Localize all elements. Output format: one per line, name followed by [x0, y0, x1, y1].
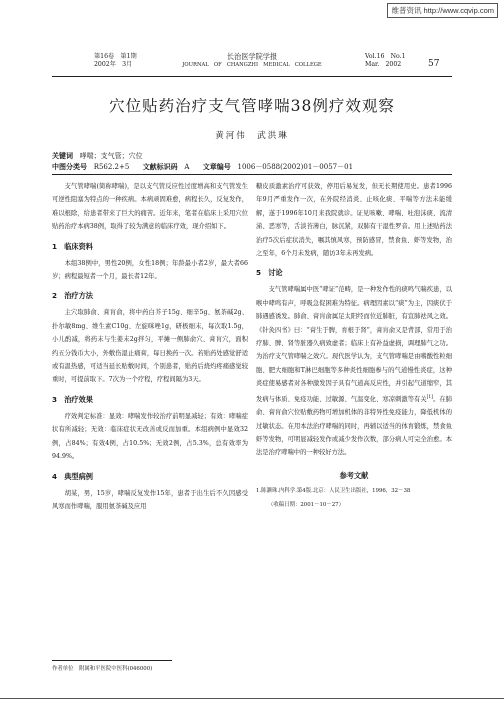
clc-label: 中图分类号 [52, 163, 87, 171]
section-4-text: 胡某，男，15岁，哮喘反复发作15年，患者于出生后不久因感受风寒而作哮喘，服用氨茶碱及应用 [52, 489, 248, 510]
article-title: 穴位贴药治疗支气管哮喘38例疗效观察 [109, 97, 395, 115]
page-number: 57 [428, 59, 440, 69]
section-heading-1: 1 临床资料 [52, 241, 93, 251]
header-vol-no: Vol.16 No.1 [365, 53, 406, 60]
header-vol-en [365, 53, 406, 69]
received-date: （收稿日期：2001－10－27） [268, 501, 344, 508]
author-affiliation: 作者单位 附属和平医院中医科(046000) [52, 666, 153, 672]
header-month: Mar. 2002 [365, 61, 402, 68]
header-volume-issue: 第16卷 第1期 [94, 53, 137, 60]
section-1-text: 本组38例中，男性20例，女性18例；年龄最小者2岁，最大者66岁；病程最短者一个月，最长者12年。 [52, 259, 248, 281]
section-heading-3: 3 治疗效果 [52, 394, 93, 404]
discussion-text-part1: 支气管哮喘属中医“哮证”范畴，是一种发作性的痰鸣气喘疾患，以喉中哮鸣有声，呼吸急促困难为特征。病理因素以“痰”为主，因痰伏于肺遇感诱发。肺俞、膏肓俞属足太阳经而位近肺脏，有宣肺祛风之效。《针灸四书》曰：“膏生于脾，育根于肾”，膏肓俞又是背部，常用于治疗肺、脾、肾等脏器久病致虚者；临床上有补益虚损，调理肺气之功。为治疗支气管哮喘之效穴。现代医学认为，支气管哮喘是由嗜酸性粒细胞、肥大细胞和T淋巴细胞等多种炎性细胞参与的气道慢性炎症，这种炎症使易感者对各种激发因子具有气道高反应性，并引起气道缩窄，其发病与体质、免疫功能、过敏源、气温变化、寒凉刺激等有关 [256, 286, 452, 403]
references-heading: 参考文献 [339, 470, 369, 480]
article-no-label: 文章编号 [202, 163, 231, 171]
discussion-text-part2: 。在肺俞、膏肓俞穴位贴敷药物可增加机体的非特异性免疫能力，降低机体的过敏状态。在用本法治疗哮喘的同时，再辅以适当的体育锻炼，禁食鱼虾等发物，可明显减轻发作或减少发作次数，部分病人可完全治愈。本法是治疗哮喘中的一种较好方法。 [256, 395, 453, 457]
article-authors: 黄河伟 武洪琳 [215, 131, 289, 141]
footnote-rule [52, 660, 172, 661]
meta-rule [52, 174, 452, 175]
classification-line [52, 161, 353, 173]
header-rule [52, 76, 452, 77]
section-heading-5: 5 讨论 [256, 268, 283, 278]
section-2-text: 主穴取肺俞、膏肓俞，将中药白芥子15g、细辛5g、氨茶碱2g、扑尔敏8mg、维生素C10g、左旋咪唑1g，研极细末，每次取1.5g，小儿酌减，将药末与生姜末2g拌匀，平摊一侧肺俞穴、膏肓穴，面积约五分钱币大小，外敷伤湿止痛膏，每日换药一次。若贴药处感觉舒适或有温热感，可适当延长贴敷时间，个别患者，贴药后烧灼疼痛感觉较重时，可提前取下。7次为一个疗程，疗程间隔为3天。 [52, 309, 248, 384]
doc-code-value: A [184, 163, 190, 171]
section-3-text: 疗效判定标准：显效：哮喘发作较治疗前明显减轻；有效：哮喘症状有所减轻；无效：临床症状无改善或反而加重。本组病例中显效32例，占84%；有效4例，占10.5%；无效2例，占5.3%，总有效率为94.9%。 [52, 412, 248, 461]
section-heading-2: 2 治疗方法 [52, 291, 93, 301]
section-heading-4: 4 典型病例 [52, 471, 93, 481]
clc-value: R562.2+5 [93, 163, 130, 171]
header-date: 2002年 3月 [94, 61, 133, 68]
keywords-label: 关键词 [52, 152, 73, 160]
header-journal [150, 53, 354, 69]
keywords-value: 哮喘；支气管；穴位 [79, 152, 143, 160]
watermark-banner: 维普资讯 http://www.cqvip.com [387, 3, 498, 18]
intro-paragraph: 支气管哮喘(简称哮喘)，是以支气管反应性过度增高和支气管发生可逆性阻塞为特点的一种疾病。本病顽固难愈，病程长久，反复发作，难以根除，给患者带来了巨大的痛苦。近年来，笔者在临床上采用穴位贴药治疗本病38例，取得了较为满意的临床疗效，现介绍如下。 [52, 183, 248, 231]
citation-1: [1] [426, 394, 434, 400]
article-no-value: 1006－0588(2002)01－0057－01 [237, 163, 354, 171]
case-continuation: 糖皮质激素治疗可获效，停用后易复发，但无长期使用史。患者1996年9月严重发作一次，在外院经消炎、止咳化痰、平喘等方法未能缓解，遂于1996年10月来我院就诊。证见咳嗽、哮喘、吐泡沫痰、流清涕、恶寒等，舌淡苔薄白，脉沉紧，双肺有干湿性罗音。用上述贴药法治疗5次后症状消失，嘱其慎风寒，预防感冒，禁食鱼、虾等发物，治之至年，6个月未发病，随访3年未再发病。 [256, 183, 452, 258]
page-bottom-rule [0, 698, 504, 699]
header-journal-en: JOURNAL OF CHANGZHI MEDICAL COLLEGE [182, 62, 322, 68]
header-journal-cn: 长治医学院学报 [226, 52, 278, 61]
doc-code-label: 文献标识码 [142, 163, 178, 171]
right-column [256, 180, 452, 510]
header-volume [94, 53, 137, 69]
reference-1: 1.陈灏珠.内科学.第4版.北京：人民卫生出版社，1996，32－38 [256, 487, 411, 494]
discussion-text [256, 283, 452, 459]
left-column [52, 180, 248, 513]
